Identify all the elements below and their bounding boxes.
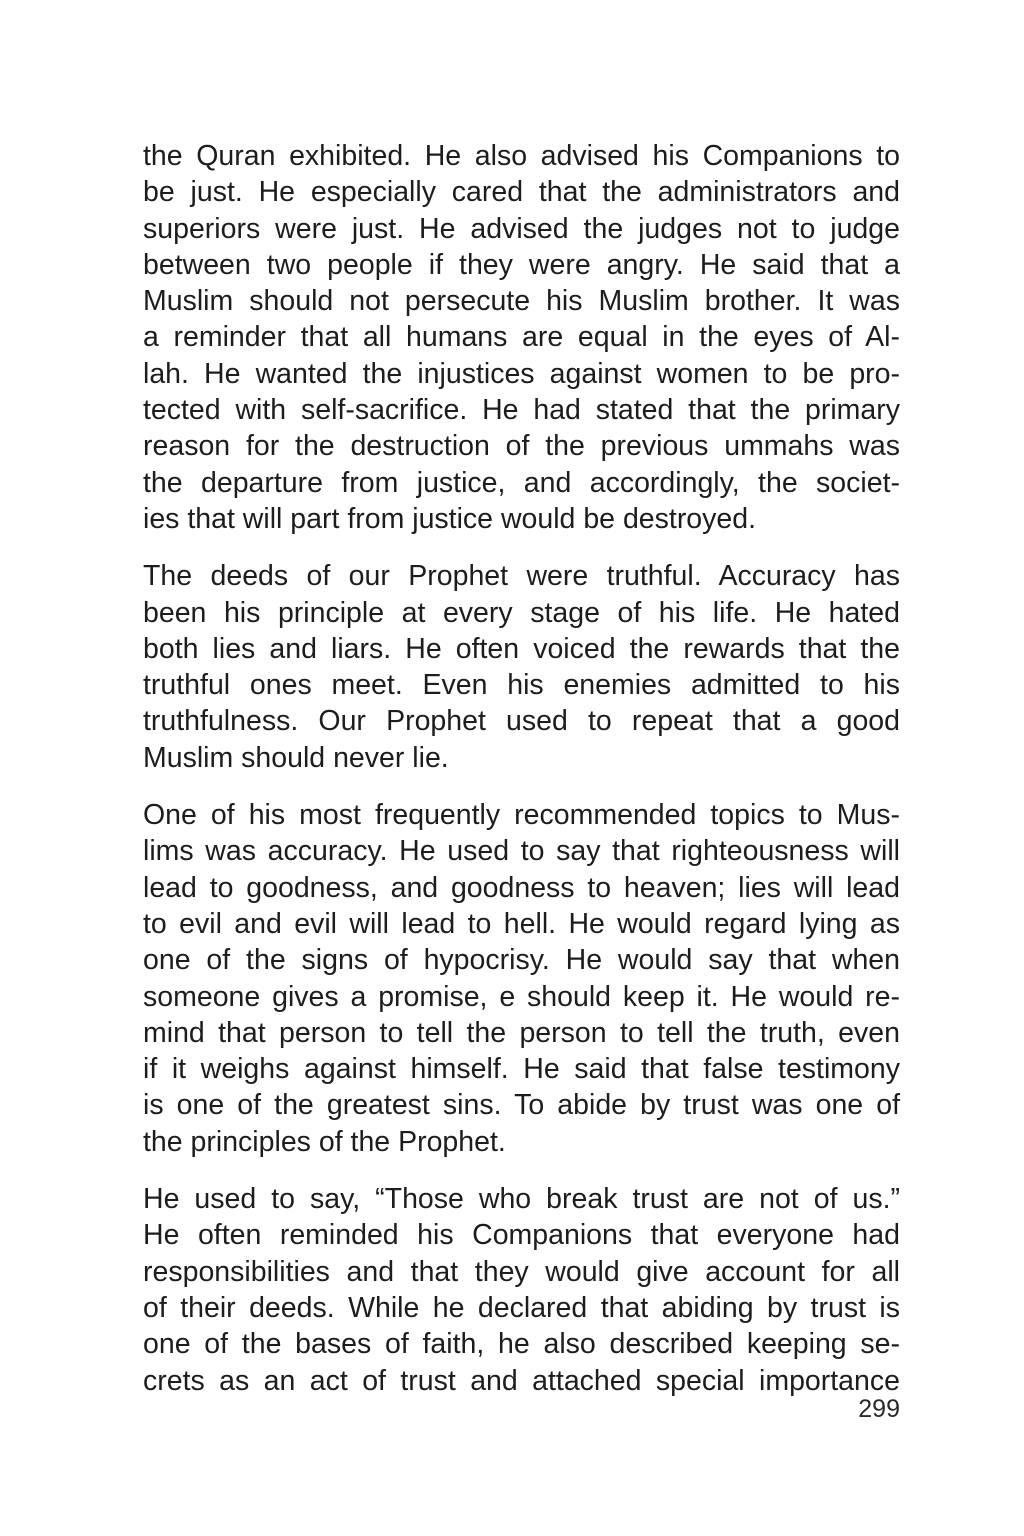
text-line: one of the signs of hypocrisy. He would say that when: [143, 944, 900, 977]
paragraph: [143, 797, 900, 1160]
text-line: lead to goodness, and goodness to heaven; lies will lead: [143, 871, 900, 904]
paragraph: [143, 138, 900, 537]
text-line: of their deeds. While he declared that abiding by trust is: [143, 1291, 900, 1324]
text-line: the departure from justice, and accordingly, the societ-: [143, 466, 900, 499]
text-line: truthfulness. Our Prophet used to repeat that a good: [143, 705, 900, 738]
text-line: Muslim should never lie.: [143, 741, 449, 774]
text-line: be just. He especially cared that the administrators and: [143, 176, 900, 209]
text-line: superiors were just. He advised the judges not to judge: [143, 212, 900, 245]
text-line: lah. He wanted the injustices against women to be pro-: [143, 357, 900, 390]
page-number: 299: [858, 1395, 900, 1423]
text-line: responsibilities and that they would give account for all: [143, 1255, 900, 1288]
text-line: truthful ones meet. Even his enemies admitted to his: [143, 669, 900, 702]
text-line: between two people if they were angry. He said that a: [143, 248, 900, 281]
text-line: He used to say, “Those who break trust are not of us.”: [143, 1183, 900, 1216]
text-line: He often reminded his Companions that everyone had: [143, 1219, 900, 1252]
text-line: to evil and evil will lead to hell. He would regard lying as: [143, 907, 900, 940]
text-line: reason for the destruction of the previous ummahs was: [143, 430, 900, 463]
text-line: crets as an act of trust and attached special importance: [143, 1364, 900, 1397]
text-line: mind that person to tell the person to tell the truth, even: [143, 1016, 900, 1049]
text-line: One of his most frequently recommended topics to Mus-: [143, 799, 900, 832]
paragraph: [143, 558, 900, 776]
text-line: if it weighs against himself. He said that false testimony: [143, 1053, 900, 1086]
text-line: someone gives a promise, e should keep it. He would re-: [143, 980, 900, 1013]
text-line: lims was accuracy. He used to say that righteousness will: [143, 835, 900, 868]
text-line: the Quran exhibited. He also advised his Companions to: [143, 140, 900, 172]
text-line: is one of the greatest sins. To abide by trust was one of: [143, 1089, 900, 1122]
text-line: The deeds of our Prophet were truthful. Accuracy has: [143, 560, 900, 593]
text-line: a reminder that all humans are equal in the eyes of Al-: [143, 321, 900, 354]
text-line: both lies and liars. He often voiced the rewards that the: [143, 632, 900, 665]
text-line: one of the bases of faith, he also described keeping se-: [143, 1328, 900, 1361]
text-line: tected with self-sacrifice. He had stated that the primary: [143, 394, 900, 427]
text-line: the principles of the Prophet.: [143, 1125, 506, 1158]
paragraph: [143, 1181, 900, 1399]
text-line: Muslim should not persecute his Muslim brother. It was: [143, 285, 900, 318]
text-block: [143, 138, 900, 1420]
text-line: ies that will part from justice would be destroyed.: [143, 502, 757, 535]
text-line: been his principle at every stage of his life. He hated: [143, 596, 900, 629]
